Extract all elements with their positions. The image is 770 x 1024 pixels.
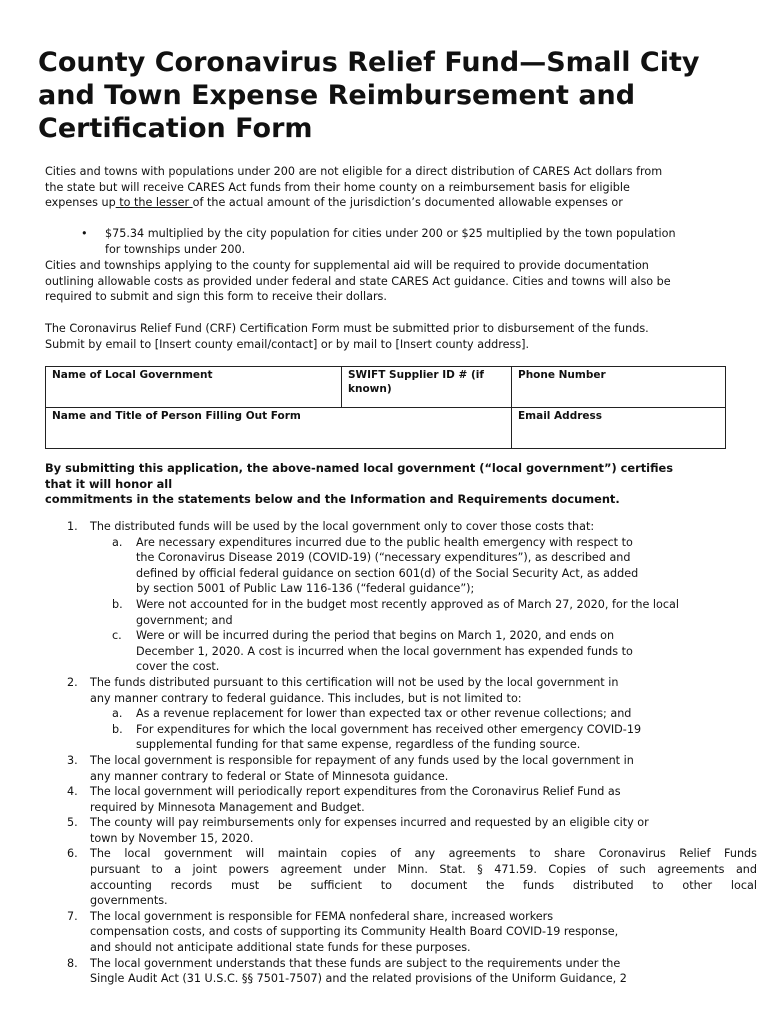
- list-item-line: any manner contrary to federal guidance. This includes, but is not limited to:: [90, 691, 522, 705]
- list-item: [45, 956, 757, 987]
- list-item-number: 5.: [67, 816, 78, 830]
- sub-list-item-line: For expenditures for which the local government has received other emergency COVID-19: [136, 722, 642, 736]
- swift-supplier-id-field[interactable]: SWIFT Supplier ID # (if known): [342, 367, 512, 408]
- sub-list-item-line: Were or will be incurred during the period that begins on March 1, 2020, and ends on: [136, 629, 615, 643]
- sub-list-item-letter: b.: [112, 722, 123, 736]
- sub-list-item-line: defined by official federal guidance on section 601(d) of the Social Security Act, as added: [136, 566, 639, 580]
- list-item: [45, 846, 757, 908]
- name-title-field[interactable]: Name and Title of Person Filling Out Form: [46, 408, 512, 449]
- list-item: [45, 675, 757, 706]
- sub-list-item-line: supplemental funding for that same expense, regardless of the funding source.: [136, 738, 581, 752]
- crf-paragraph: The Coronavirus Relief Fund (CRF) Certification Form must be submitted prior to disbursement of the funds. Submit by email to [Insert county email/contact] or by mail to [Insert county address].: [45, 322, 649, 351]
- list-item-line: required by Minnesota Management and Budget.: [90, 800, 365, 814]
- certification-statement: By submitting this application, the above-named local government (“local government”) certifies that it will honor all commitments in the statements below and the Information and Requirements document.: [45, 461, 674, 506]
- list-item: [45, 909, 757, 956]
- list-item-line: The local government is responsible for FEMA nonfederal share, increased workers: [90, 909, 554, 923]
- list-item-line: The local government will periodically report expenditures from the Coronavirus Relief Fund as: [90, 785, 621, 799]
- list-item-number: 8.: [67, 956, 78, 970]
- phone-number-field[interactable]: Phone Number: [512, 367, 726, 408]
- list-item-number: 6.: [67, 847, 78, 861]
- sub-list-item-letter: c.: [112, 629, 122, 643]
- list-item: [45, 519, 757, 535]
- list-item-line: The local government is responsible for repayment of any funds used by the local government in: [90, 753, 634, 767]
- sub-list-item: [90, 597, 757, 628]
- sub-list-item-line: Were not accounted for in the budget most recently approved as of March 27, 2020, for the local: [136, 597, 679, 611]
- list-item-number: 4.: [67, 785, 78, 799]
- sub-list-item-line: As a revenue replacement for lower than expected tax or other revenue collections; and: [136, 707, 632, 721]
- list-item-line: compensation costs, and costs of supporting its Community Health Board COVID-19 response,: [90, 925, 619, 939]
- list-item: [45, 784, 757, 815]
- list-item-line: accounting records must be sufficient to document the funds distributed to other local: [90, 878, 757, 892]
- sub-list-item: [90, 628, 757, 675]
- commitments-list: [45, 519, 757, 987]
- sub-list-item-line: cover the cost.: [136, 660, 220, 674]
- sub-list-item: [90, 535, 757, 597]
- list-item: [45, 815, 757, 846]
- list-item-number: 1.: [67, 520, 78, 533]
- underlined-phrase: to the lesser: [115, 196, 193, 210]
- email-address-field[interactable]: Email Address: [512, 408, 726, 449]
- page-title: [38, 46, 738, 145]
- list-item-line: governments.: [90, 894, 168, 908]
- sub-list-item: [90, 706, 757, 722]
- list-item-line: any manner contrary to federal or State of Minnesota guidance.: [90, 769, 449, 783]
- list-item-line: The local government will maintain copies of any agreements to share Coronavirus Relief Funds: [90, 847, 757, 861]
- list-item-line: The funds distributed pursuant to this certification will not be used by the local government in: [90, 675, 619, 689]
- sub-list-item-letter: a.: [112, 707, 123, 721]
- sub-list-item-line: the Coronavirus Disease 2019 (COVID-19) (“necessary expenditures”), as described and: [136, 551, 631, 565]
- bullet-icon: •: [81, 227, 88, 240]
- list-item-line: pursuant to a joint powers agreement under Minn. Stat. § 471.59. Copies of such agreements and: [90, 863, 757, 877]
- bullet-text: $75.34 multiplied by the city population for cities under 200 or $25 multiplied by the town population for townships under 200.: [105, 227, 676, 256]
- sub-list-item-letter: b.: [112, 597, 123, 611]
- sub-list-item-line: government; and: [136, 613, 233, 627]
- local-government-name-field[interactable]: Name of Local Government: [46, 367, 342, 408]
- title-line: Certification Form: [38, 113, 313, 144]
- sub-list-item-letter: a.: [112, 535, 123, 549]
- list-item-number: 7.: [67, 909, 78, 923]
- sub-list-item-line: Are necessary expenditures incurred due to the public health emergency with respect to: [136, 535, 633, 549]
- list-item-line: and should not anticipate additional state funds for these purposes.: [90, 941, 471, 955]
- list-item-line: The distributed funds will be used by the local government only to cover those costs that:: [90, 520, 595, 533]
- title-line: County Coronavirus Relief Fund—Small City: [38, 47, 700, 78]
- list-item-number: 3.: [67, 753, 78, 767]
- sub-list-item-line: by section 5001 of Public Law 116-136 (“federal guidance”);: [136, 582, 475, 596]
- sub-list-item: [90, 722, 757, 753]
- applicant-info-table: [45, 366, 726, 449]
- list-item-number: 2.: [67, 675, 78, 689]
- list-item-line: town by November 15, 2020.: [90, 831, 254, 845]
- intro-paragraph: Cities and towns with populations under 200 are not eligible for a direct distribution of CARES Act dollars from the state but will receive CARES Act funds from their home county on a reimbursement basis for eligible expenses up to the lesser of the actual amount of the jurisdiction’s documented allowable expenses or: [45, 165, 663, 210]
- list-item: [45, 753, 757, 784]
- title-line: and Town Expense Reimbursement and: [38, 80, 636, 111]
- list-item-line: The local government understands that these funds are subject to the requirements under the: [90, 956, 621, 970]
- sub-list-item-line: December 1, 2020. A cost is incurred when the local government has expended funds to: [136, 644, 633, 658]
- list-item-line: Single Audit Act (31 U.S.C. §§ 7501-7507) and the related provisions of the Uniform Guidance, 2: [90, 972, 627, 986]
- supplemental-paragraph: Cities and townships applying to the county for supplemental aid will be required to provide documentation outlining allowable costs as provided under federal and state CARES Act guidance. Cities and towns will also be required to submit and sign this form to receive their dollars.: [45, 259, 671, 304]
- list-item-line: The county will pay reimbursements only for expenses incurred and requested by an eligible city or: [90, 816, 649, 830]
